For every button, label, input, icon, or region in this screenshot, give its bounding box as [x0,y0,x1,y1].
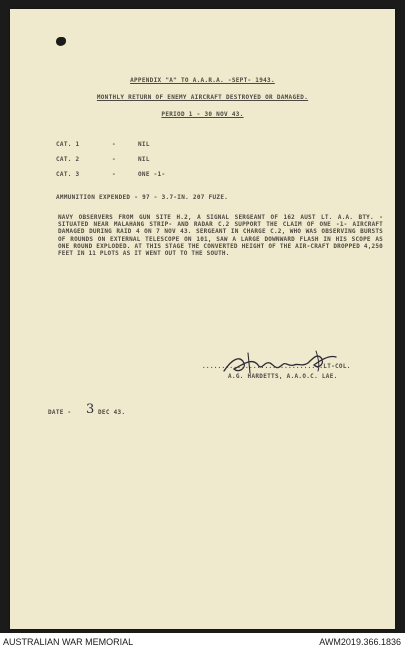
paper-tear [56,37,66,46]
date-day-handwritten: 3 [86,402,95,417]
category-dash: - [112,141,116,148]
date-month-year: DEC 43. [98,409,126,416]
date-label: DATE - [48,409,72,416]
signature-line: ...............................LT-COL. [202,363,351,370]
return-title: MONTHLY RETURN OF ENEMY AIRCRAFT DESTROYED OR DAMAGED. [96,94,309,101]
report-paragraph: NAVY OBSERVERS FROM GUN SITE H.2, A SIGNAL SERGEANT OF 162 AUST LT. A.A. BTY. -SITUATED NEAR MALAHANG STRIP- AND RADAR C.2 SUPPORT THE CLAIM OF ONE -1- AIRCRAFT DAMAGED DURING RAID 4 ON 7 NOV 43. SERGEANT IN CHARGE C.2, WHO WAS OBSERVING BURSTS OF ROUNDS ON EXTERNAL TELESCOPE ON 101, SAW A LARGE DOWNWARD FLASH IN HIS SCOPE AS ONE ROUND EXPLODED. AT THIS STAGE THE CONVERTED HEIGHT OF THE AIR-CRAFT DROPPED 4,250 FEET IN 11 PLOTS AS IT WENT OUT TO THE SOUTH. [58,214,383,258]
institution-name: AUSTRALIAN WAR MEMORIAL [3,637,134,647]
category-label: CAT. 3 [56,171,80,178]
signatory-name: A.G. HARDETTS, A.A.O.C. LAE. [228,373,338,380]
category-value: NIL [138,156,150,163]
category-label: CAT. 1 [56,141,80,148]
category-value: ONE -1- [138,171,166,178]
ammunition-line: AMMUNITION EXPENDED - 97 - 3.7-IN. 207 FUZE. [56,194,229,201]
category-value: NIL [138,141,150,148]
archive-footer [0,633,405,653]
category-dash: - [112,156,116,163]
accession-number: AWM2019.366.1836 [319,637,401,647]
category-dash: - [112,171,116,178]
appendix-heading: APPENDIX "A" TO A.A.R.A. -SEPT- 1943. [130,77,275,84]
period-line: PERIOD 1 - 30 NOV 43. [161,111,244,118]
category-label: CAT. 2 [56,156,80,163]
document-page [10,9,395,629]
